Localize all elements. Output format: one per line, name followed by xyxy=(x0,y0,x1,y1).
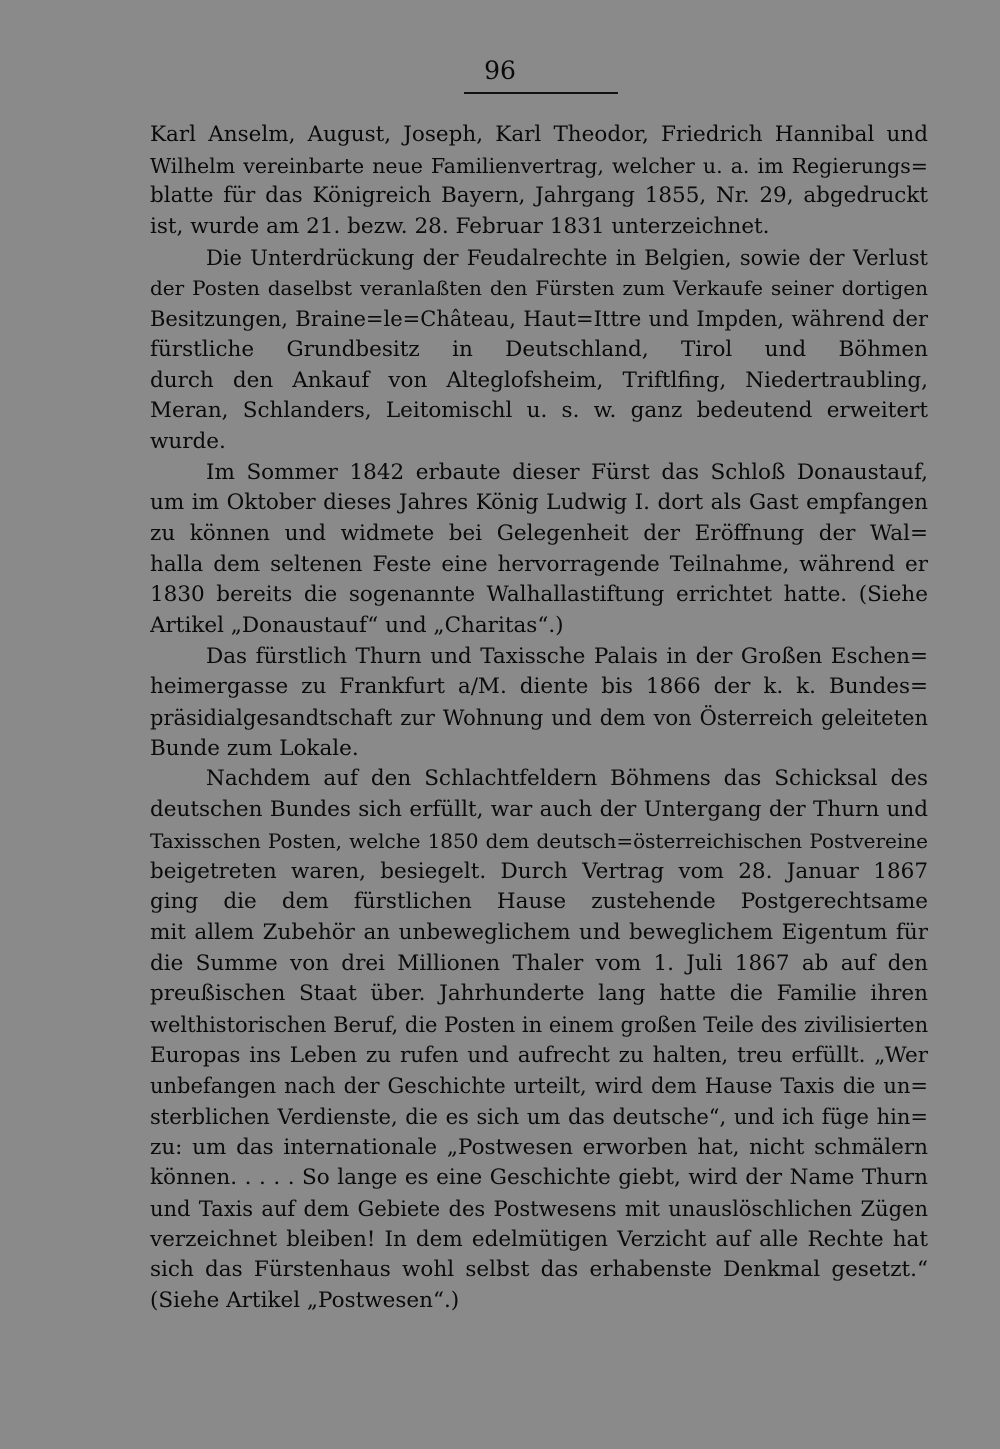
text-line: Besitzungen, Braine=le=Château, Haut=Ittre und Impden, während der xyxy=(150,307,928,332)
text-line: sterblichen Verdienste, die es sich um das deutsche“, und ich füge hin= xyxy=(150,1105,928,1129)
page-number: 96 xyxy=(484,56,516,85)
body-text xyxy=(150,120,928,1317)
text-line: deutschen Bundes sich erfüllt, war auch der Untergang der Thurn und xyxy=(150,797,928,823)
text-line: welthistorischen Beruf, die Posten in einem großen Teile des zivilisierten xyxy=(150,1012,928,1037)
text-line: blatte für das Königreich Bayern, Jahrgang 1855, Nr. 29, abgedruckt xyxy=(150,183,928,209)
text-line: Im Sommer 1842 erbaute dieser Fürst das Schloß Donaustauf, xyxy=(206,459,928,485)
text-line: der Posten daselbst veranlaßten den Fürsten zum Verkaufe seiner dortigen xyxy=(150,276,928,301)
text-line: Europas ins Leben zu rufen und aufrecht zu halten, treu erfüllt. „Wer xyxy=(150,1042,928,1068)
text-line: Artikel „Donaustauf“ und „Charitas“.) xyxy=(150,613,564,638)
text-line: Bunde zum Lokale. xyxy=(150,735,359,761)
text-line: können. . . . . So lange es eine Geschichte giebt, wird der Name Thurn xyxy=(150,1165,928,1191)
text-line: um im Oktober dieses Jahres König Ludwig I. dort als Gast empfangen xyxy=(150,490,928,516)
text-line: ging die dem fürstlichen Hause zustehende Postgerechtsame xyxy=(150,889,928,915)
text-line: wurde. xyxy=(150,428,226,454)
text-line: Die Unterdrückung der Feudalrechte in Belgien, sowie der Verlust xyxy=(206,245,928,270)
text-line: ist, wurde am 21. bezw. 28. Februar 1831 unterzeichnet. xyxy=(150,214,770,240)
text-line: zu können und widmete bei Gelegenheit der Eröffnung der Wal= xyxy=(150,520,928,546)
text-line: beigetreten waren, besiegelt. Durch Vertrag vom 28. Januar 1867 xyxy=(150,858,928,884)
text-line: verzeichnet bleiben! In dem edelmütigen Verzicht auf alle Rechte hat xyxy=(150,1226,928,1252)
text-line: und Taxis auf dem Gebiete des Postwesens mit unauslöschlichen Zügen xyxy=(150,1197,928,1222)
text-line: Nachdem auf den Schlachtfeldern Böhmens das Schicksal des xyxy=(206,766,928,792)
text-line: halla dem seltenen Feste eine hervorragende Teilnahme, während er xyxy=(150,551,928,577)
text-line: die Summe von drei Millionen Thaler vom 1. Juli 1867 ab auf den xyxy=(150,950,928,976)
text-line: fürstliche Grundbesitz in Deutschland, Tirol und Böhmen xyxy=(150,336,928,362)
header-rule xyxy=(464,92,618,94)
text-line: Das fürstlich Thurn und Taxissche Palais in der Großen Eschen= xyxy=(206,643,928,669)
text-line: (Siehe Artikel „Postwesen“.) xyxy=(150,1288,460,1314)
text-line: Karl Anselm, August, Joseph, Karl Theodor, Friedrich Hannibal und xyxy=(150,122,928,147)
text-line: heimergasse zu Frankfurt a/M. diente bis 1866 der k. k. Bundes= xyxy=(150,674,928,700)
text-line: Wilhelm vereinbarte neue Familienvertrag, welcher u. a. im Regierungs= xyxy=(150,153,928,178)
text-line: Taxisschen Posten, welche 1850 dem deutsch=österreichischen Postvereine xyxy=(150,828,928,853)
text-line: unbefangen nach der Geschichte urteilt, wird dem Hause Taxis die un= xyxy=(150,1074,928,1099)
text-line: 1830 bereits die sogenannte Walhallastiftung errichtet hatte. (Siehe xyxy=(150,582,928,608)
text-line: durch den Ankauf von Alteglofsheim, Triftlfing, Niedertraubling, xyxy=(150,367,928,393)
text-line: zu: um das internationale „Postwesen erworben hat, nicht schmälern xyxy=(150,1134,928,1160)
text-line: Meran, Schlanders, Leitomischl u. s. w. ganz bedeutend erweitert xyxy=(150,398,928,424)
text-line: mit allem Zubehör an unbeweglichem und beweglichem Eigentum für xyxy=(150,919,928,945)
text-line: präsidialgesandtschaft zur Wohnung und dem von Österreich geleiteten xyxy=(150,706,928,731)
text-line: sich das Fürstenhaus wohl selbst das erhabenste Denkmal gesetzt.“ xyxy=(150,1257,928,1283)
text-line: preußischen Staat über. Jahrhunderte lang hatte die Familie ihren xyxy=(150,981,928,1007)
